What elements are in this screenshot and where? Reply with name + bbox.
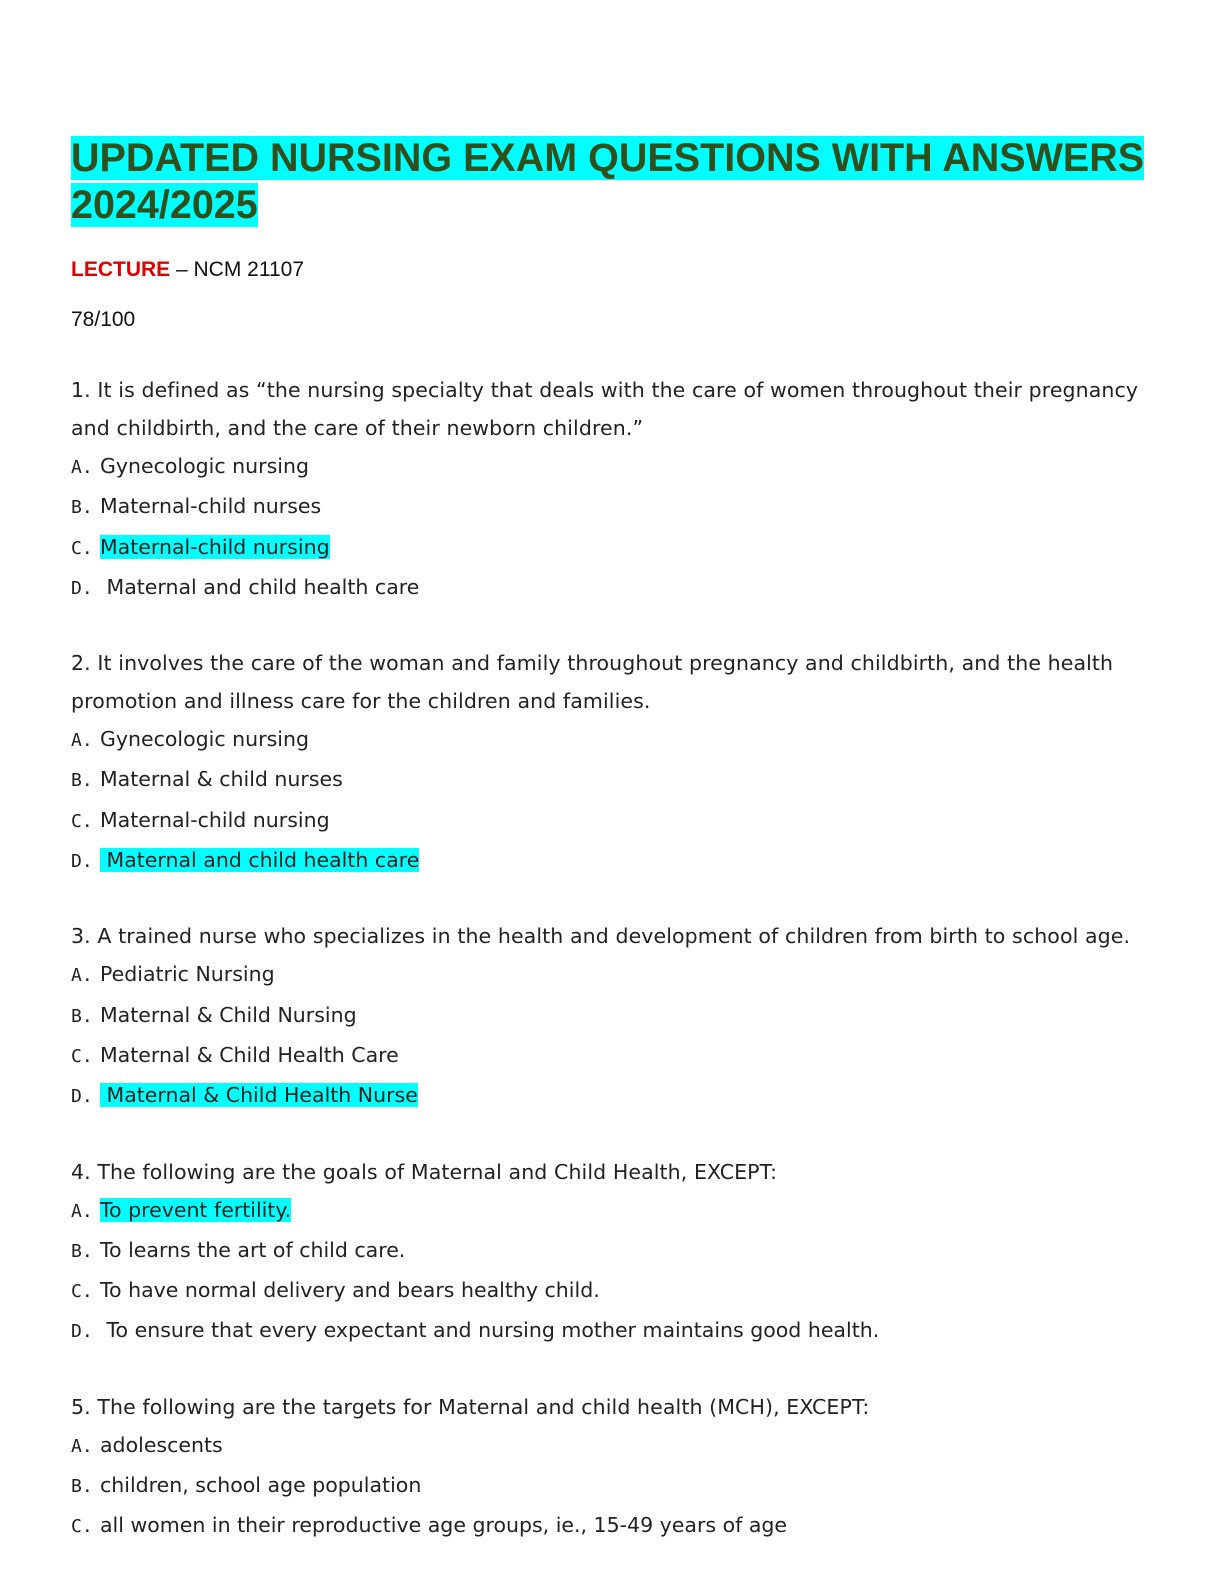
option-text: children, school age population [100,1473,422,1498]
question-stem: 5. The following are the targets for Maternal and child health (MCH), EXCEPT: [71,1394,870,1419]
answer-option [71,760,1151,800]
answer-option [71,1506,1151,1546]
question-4 [71,1153,1151,1352]
option-letter: B. [71,497,93,519]
option-text: Maternal-child nursing [100,807,330,832]
option-text: To ensure that every expectant and nursing mother maintains good health. [100,1318,880,1343]
option-letter: C. [71,810,93,832]
question-list [71,371,1151,1547]
option-letter: C. [71,1516,93,1538]
answer-option [71,1231,1151,1271]
option-text: Pediatric Nursing [100,962,275,987]
option-text: Maternal & Child Health Care [100,1042,399,1067]
lecture-course: – NCM 21107 [170,258,305,281]
answer-option [71,568,1151,608]
answer-option [71,841,1151,881]
question-2 [71,644,1151,881]
option-letter: D. [71,577,93,599]
question-stem: 3. A trained nurse who specializes in the health and development of children from birth to school age. [71,924,1131,949]
option-letter: C. [71,1045,93,1067]
lecture-line [71,257,1151,283]
option-letter: D. [71,1086,93,1108]
document-title [71,135,1151,229]
answer-option [71,487,1151,527]
option-text: Gynecologic nursing [100,454,309,478]
question-stem: 1. It is defined as “the nursing specialty that deals with the care of women throughout their pregnancy and childbirth, and the care of their newborn children.” [71,378,1139,440]
option-text: all women in their reproductive age groups, ie., 15-49 years of age [100,1513,788,1538]
option-text: Gynecologic nursing [100,727,309,752]
correct-answer-text: Maternal and child health care [100,848,420,873]
option-letter: B. [71,770,93,792]
option-letter: B. [71,1005,93,1027]
option-letter: C. [71,1281,93,1303]
answer-option [71,1036,1151,1076]
option-text: To have normal delivery and bears healthy child. [100,1278,600,1303]
answer-option [71,1466,1151,1506]
option-letter: D. [71,1321,93,1343]
option-text: Maternal and child health care [100,574,420,599]
option-letter: A. [71,457,93,478]
option-text: Maternal-child nurses [100,494,322,519]
question-3 [71,917,1151,1116]
option-letter: C. [71,537,93,559]
correct-answer-text: Maternal-child nursing [100,534,330,559]
document-page [71,135,1151,1547]
answer-option [71,447,1151,487]
correct-answer-text: To prevent fertility. [100,1197,292,1222]
answer-option [71,1191,1151,1231]
answer-option [71,1076,1151,1116]
question-5 [71,1388,1151,1547]
option-text: To learns the art of child care. [100,1237,406,1262]
correct-answer-text: Maternal & Child Health Nurse [100,1083,418,1108]
option-text: Maternal & child nurses [100,767,343,792]
title-line-1: UPDATED NURSING EXAM QUESTIONS WITH ANSWERS [71,136,1145,180]
answer-option [71,1426,1151,1466]
question-stem: 4. The following are the goals of Maternal and Child Health, EXCEPT: [71,1159,778,1184]
option-text: Maternal & Child Nursing [100,1002,357,1027]
option-letter: B. [71,1476,93,1498]
title-line-2: 2024/2025 [71,183,258,227]
option-letter: A. [71,1200,93,1222]
answer-option [71,528,1151,568]
answer-option [71,720,1151,760]
score: 78/100 [71,308,136,331]
option-letter: A. [71,965,93,987]
answer-option [71,996,1151,1036]
option-letter: A. [71,730,93,752]
answer-option [71,955,1151,995]
answer-option [71,1271,1151,1311]
option-text: adolescents [100,1432,223,1457]
question-1 [71,371,1151,608]
option-letter: A. [71,1435,93,1457]
answer-option [71,801,1151,841]
question-stem: 2. It involves the care of the woman and family throughout pregnancy and childbirth, and the health promotion and illness care for the children and families. [71,651,1114,714]
option-letter: B. [71,1240,93,1262]
option-letter: D. [71,851,93,873]
answer-option [71,1311,1151,1351]
lecture-label: LECTURE [71,258,171,281]
